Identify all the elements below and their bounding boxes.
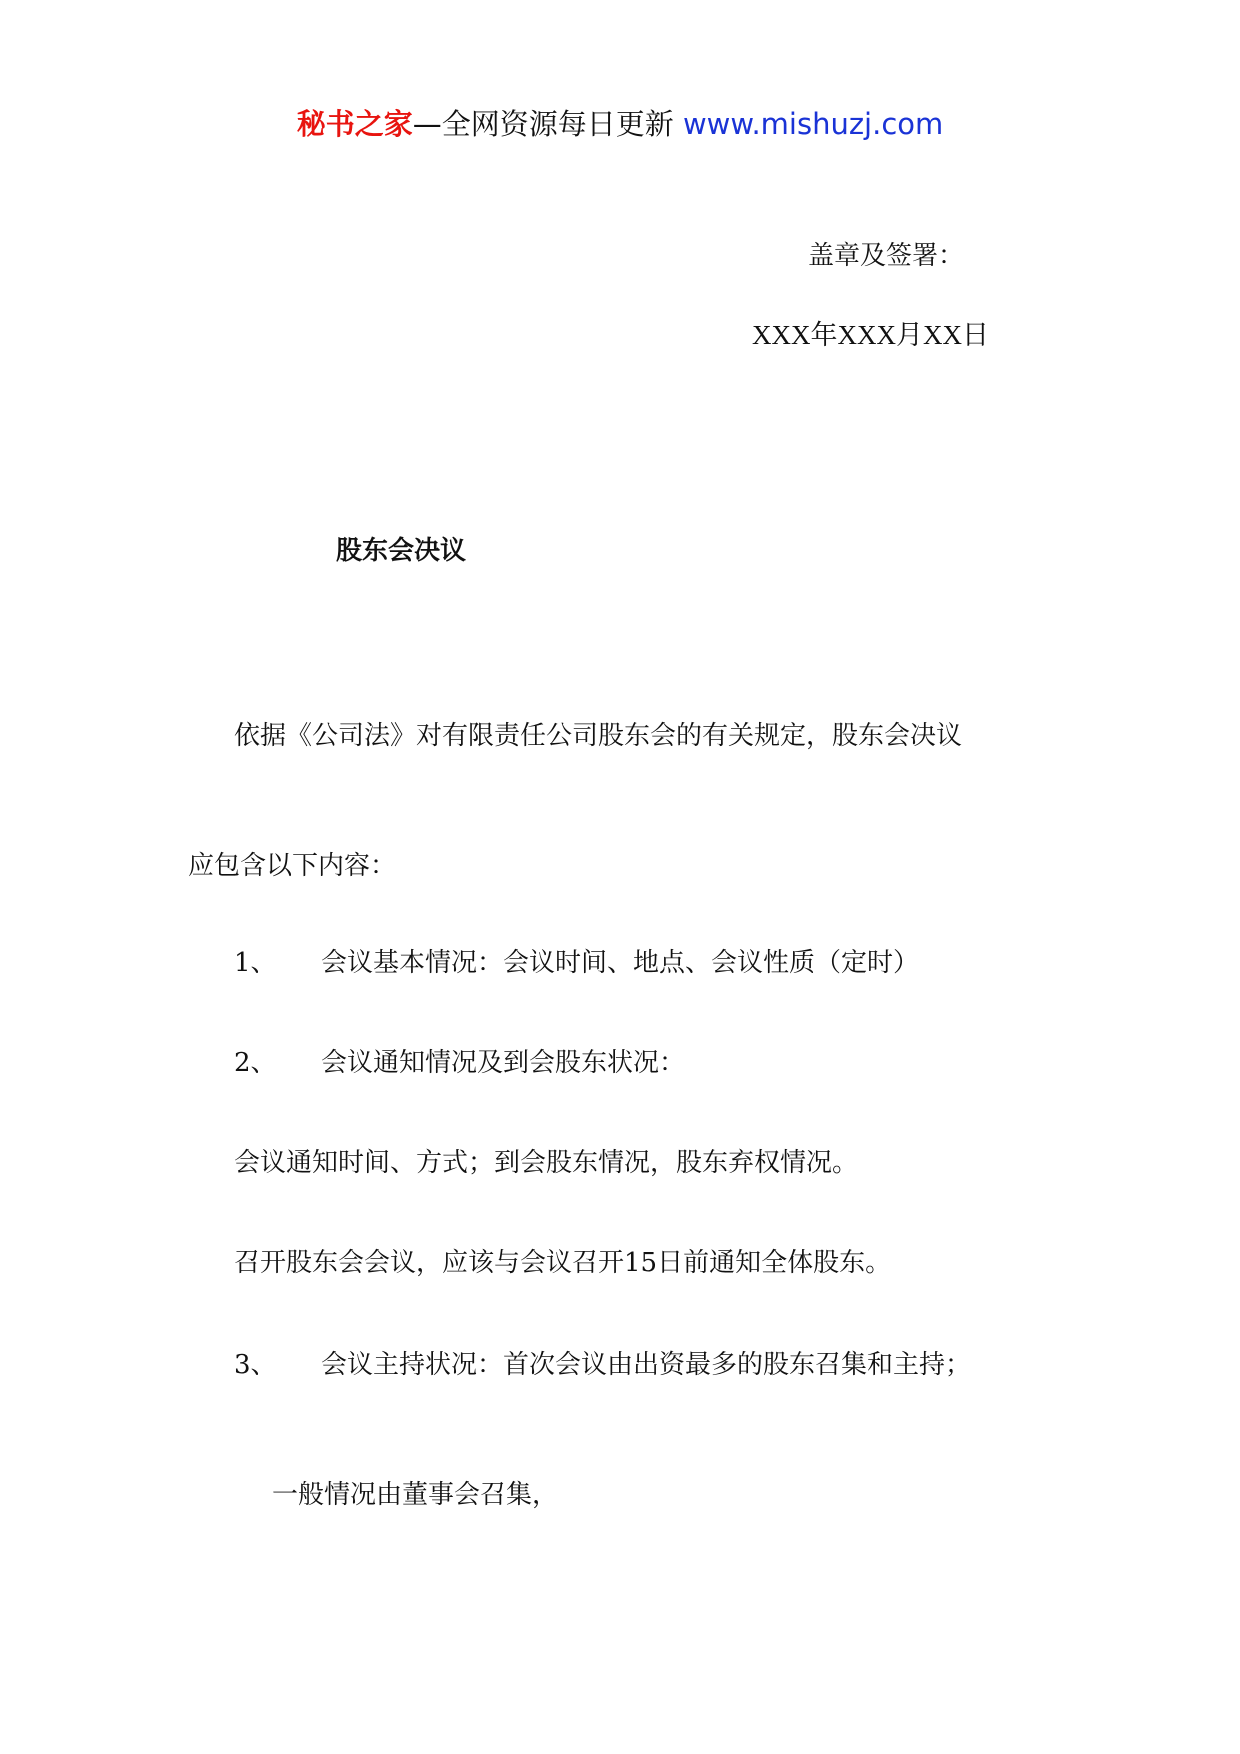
intro-paragraph-line-2: 应包含以下内容： <box>188 851 397 881</box>
list-item-number: 1、 <box>234 948 277 978</box>
list-item-number: 2、 <box>234 1048 277 1078</box>
list-item-text: 会议主持状况：首次会议由出资最多的股东召集和主持； <box>321 1350 972 1380</box>
list-item-text: 会议基本情况：会议时间、地点、会议性质（定时） <box>321 948 920 978</box>
list-item-number: 3、 <box>234 1350 277 1380</box>
site-url-link[interactable]: www.mishuzj.com <box>682 107 944 141</box>
site-header <box>0 102 1240 143</box>
signature-label: 盖章及签署： <box>808 241 965 271</box>
host-detail-line: 一般情况由董事会召集， <box>272 1480 559 1510</box>
signature-date: XXX年XXX月XX日 <box>752 320 989 350</box>
brand-name: 秘书之家 <box>296 107 413 141</box>
header-tagline: —全网资源每日更新 <box>412 107 674 141</box>
notice-detail-line-1: 会议通知时间、方式；到会股东情况，股东弃权情况。 <box>234 1148 859 1178</box>
list-item-text: 会议通知情况及到会股东状况： <box>321 1048 686 1078</box>
notice-detail-line-2: 召开股东会会议，应该与会议召开15日前通知全体股东。 <box>234 1248 892 1278</box>
document-title: 股东会决议 <box>336 536 467 566</box>
intro-paragraph-line-1: 依据《公司法》对有限责任公司股东会的有关规定，股东会决议 <box>234 721 963 751</box>
